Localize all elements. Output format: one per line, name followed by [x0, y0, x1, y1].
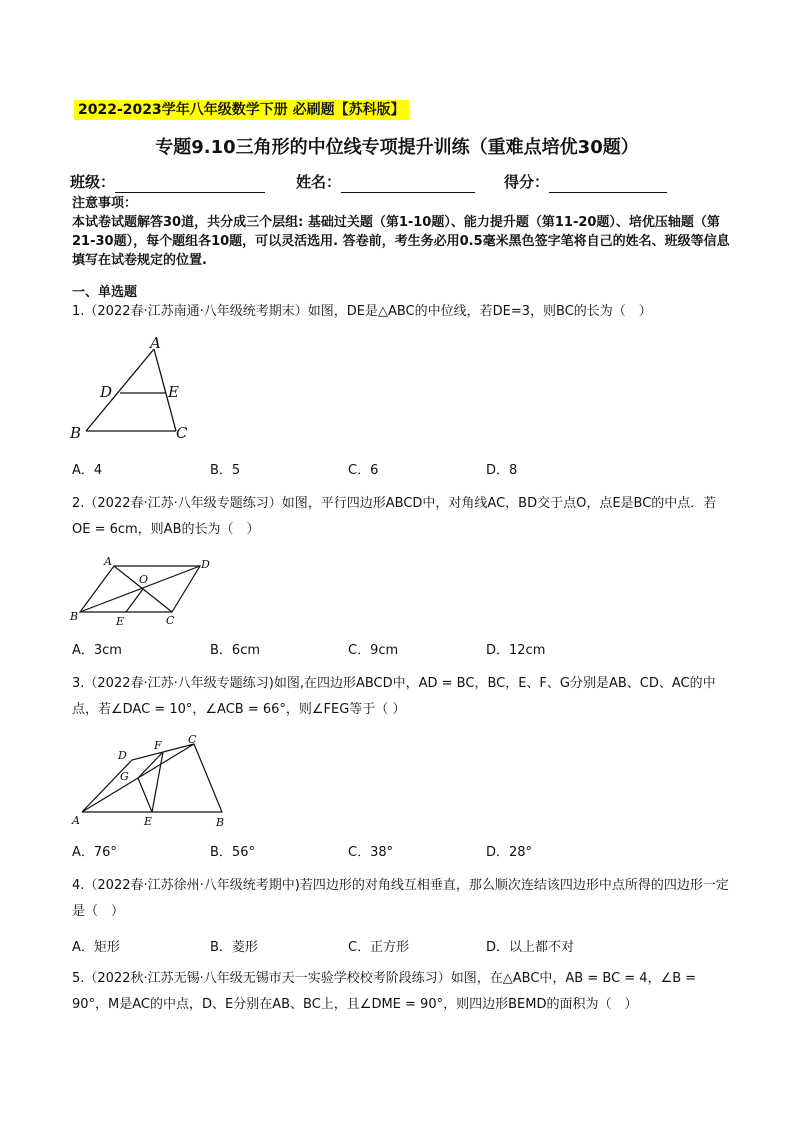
question-3-options: [72, 843, 672, 863]
q3-label-e: E: [144, 815, 153, 828]
q3-label-c: C: [188, 733, 197, 746]
question-4-options: [72, 938, 672, 958]
q2-segment-oe: [126, 589, 143, 612]
notice-block: [72, 194, 732, 270]
section-heading: 一、单选题: [72, 285, 138, 300]
q2-label-b: B: [70, 610, 79, 623]
q2-label-o: O: [139, 573, 149, 586]
q3-label-d: D: [118, 749, 127, 762]
q1-option-b[interactable]: B．5: [210, 463, 241, 478]
q4-option-d[interactable]: D．以上都不对: [486, 940, 575, 955]
q1-label-b: B: [70, 424, 82, 442]
notice-heading: 注意事项：: [72, 196, 138, 211]
notice-text: 本试卷试题解答30道，共分成三个层组: 基础过关题（第1-10题）、能力提升题（第11-20题）、培优压轴题（第21-30题），每个题组各10题，可以灵活选用. 答卷前，考生务必用0.5毫米黑色签字笔将自己的姓名、班级等信息填写在试卷规定的位置.: [72, 215, 730, 268]
score-field[interactable]: [504, 171, 667, 193]
class-blank[interactable]: [115, 175, 265, 193]
question-3-figure: [68, 732, 234, 832]
q2-label-e: E: [116, 615, 125, 628]
q2-label-a: A: [104, 555, 112, 568]
student-info-row: [70, 171, 730, 193]
q1-label-e: E: [168, 383, 179, 401]
q2-option-a[interactable]: A．3cm: [72, 643, 122, 658]
q2-option-b[interactable]: B．6cm: [210, 643, 261, 658]
name-label: 姓名：: [296, 173, 342, 191]
name-field[interactable]: [296, 171, 475, 193]
question-2-text: 2.（2022春·江苏·八年级专题练习）如图，平行四边形ABCD中，对角线AC，BD交于点O，点E是BC的中点．若OE = 6cm，则AB的长为（ ）: [72, 496, 717, 537]
question-1-figure: [66, 332, 196, 444]
q3-option-a[interactable]: A．76°: [72, 845, 117, 860]
q4-option-a[interactable]: A．矩形: [72, 940, 120, 955]
q4-option-c[interactable]: C．正方形: [348, 940, 410, 955]
class-label: 班级：: [70, 173, 116, 191]
q3-label-f: F: [154, 739, 162, 752]
question-4-text: 4.（2022春·江苏徐州·八年级统考期中)若四边形的对角线互相垂直，那么顺次连结该四边形中点所得的四边形一定是（ ）: [72, 878, 729, 919]
q4-option-b[interactable]: B．菱形: [210, 940, 258, 955]
q1-option-d[interactable]: D．8: [486, 463, 518, 478]
q2-label-c: C: [166, 614, 175, 627]
q2-option-d[interactable]: D．12cm: [486, 643, 546, 658]
score-label: 得分：: [504, 173, 550, 191]
question-2-options: [72, 641, 672, 661]
q3-label-a: A: [72, 814, 80, 827]
score-blank[interactable]: [549, 175, 667, 193]
question-1-options: [72, 461, 672, 481]
q1-label-d: D: [100, 383, 113, 401]
q3-option-b[interactable]: B．56°: [210, 845, 255, 860]
q3-segment-ge: [138, 778, 152, 812]
q3-label-g: G: [120, 770, 129, 783]
q3-option-d[interactable]: D．28°: [486, 845, 533, 860]
q1-option-c[interactable]: C．6: [348, 463, 379, 478]
question-3-text: 3.（2022春·江苏·八年级专题练习)如图,在四边形ABCD中，AD = BC，BC，E、F、G分别是AB、CD、AC的中点，若∠DAC = 10°，∠ACB = 66°，则∠FEG等于（ ）: [72, 676, 716, 717]
q3-label-b: B: [216, 816, 225, 829]
page-title: 专题9.10三角形的中位线专项提升训练（重难点培优30题）: [155, 137, 639, 158]
question-2-figure: [64, 552, 224, 630]
q1-option-a[interactable]: A．4: [72, 463, 103, 478]
question-1-text: 1.（2022春·江苏南通·八年级统考期末）如图，DE是△ABC的中位线，若DE=3，则BC的长为（ ）: [72, 304, 652, 319]
q2-option-c[interactable]: C．9cm: [348, 643, 399, 658]
question-5-text: 5.（2022秋·江苏无锡·八年级无锡市天一实验学校校考阶段练习）如图，在△ABC中，AB = BC = 4，∠B = 90°，M是AC的中点，D、E分别在AB、BC上，且∠DME = 90°，则四边形BEMD的面积为（ ）: [72, 971, 697, 1012]
q1-side-ab: [86, 349, 154, 431]
q1-label-a: A: [150, 334, 161, 352]
q3-quadrilateral: [82, 744, 222, 812]
q2-label-d: D: [201, 558, 210, 571]
q3-option-c[interactable]: C．38°: [348, 845, 394, 860]
series-tagline: 2022-2023学年八年级数学下册 必刷题【苏科版】: [74, 100, 409, 120]
q1-label-c: C: [176, 424, 188, 442]
name-blank[interactable]: [341, 175, 475, 193]
class-field[interactable]: [70, 171, 265, 193]
